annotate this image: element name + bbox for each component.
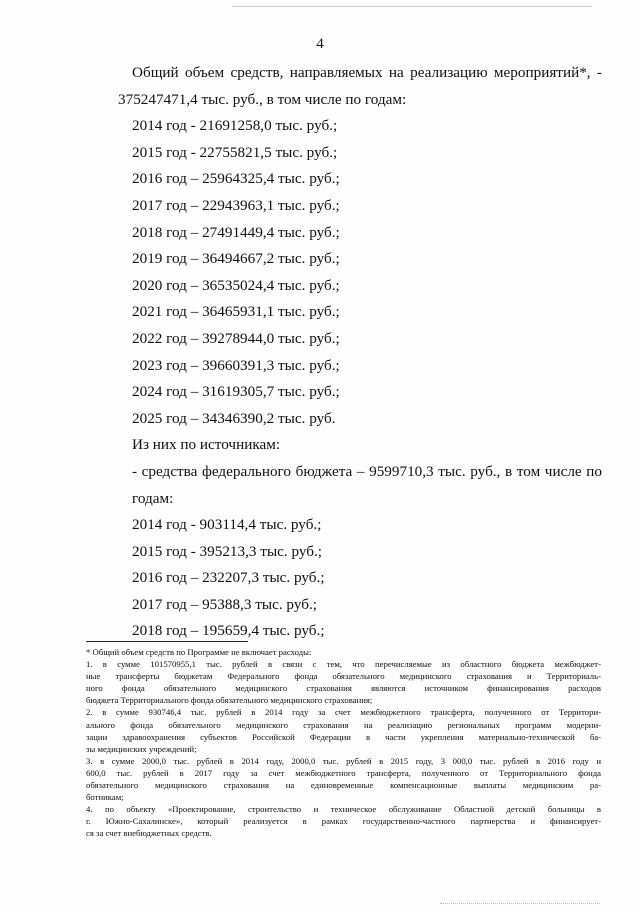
federal-line-2: годам: xyxy=(132,489,174,507)
year-total-item: 2022 год – 39278944,0 тыс. руб.; xyxy=(132,329,340,347)
footnote-line: бюджета Территориального фонда обязательного медицинского страхования; xyxy=(86,695,373,706)
footnote-line: 1. в сумме 101570955,1 тыс. рублей в связи с тем, что перечисляемые из областного бюджета межбюджет- xyxy=(86,659,601,670)
year-federal-item: 2015 год - 395213,3 тыс. руб.; xyxy=(132,542,323,560)
year-federal-item: 2014 год - 903114,4 тыс. руб.; xyxy=(132,516,322,534)
footnote-line: ные трансферты бюджетам Федерального фонда обязательного медицинского страхования и Территориаль- xyxy=(86,671,601,682)
year-total-item: 2017 год – 22943963,1 тыс. руб.; xyxy=(132,196,340,214)
year-total-item: 2016 год – 25964325,4 тыс. руб.; xyxy=(132,170,340,188)
footnote-intro: * Общий объем средств по Программе не включает расходы: xyxy=(86,647,312,657)
footnotes xyxy=(86,646,601,840)
footnote-line: г. Южно-Сахалинске», который реализуется в рамках государственно-частного партнерства и финансирует- xyxy=(86,816,601,827)
year-total-item: 2021 год – 36465931,1 тыс. руб.; xyxy=(132,303,340,321)
footnote-separator xyxy=(86,641,248,642)
footnote-item-4 xyxy=(86,803,601,839)
year-total-item: 2024 год – 31619305,7 тыс. руб.; xyxy=(132,383,340,401)
federal-line-1: - средства федерального бюджета – 9599710,3 тыс. руб., в том числе по xyxy=(132,462,602,480)
footnote-line: 2. в сумме 930746,4 тыс. рублей в 2014 году за счет межбюджетного трансферта, полученного от Территори- xyxy=(86,707,601,718)
federal-by-year-list xyxy=(132,512,602,645)
year-total-item: 2025 год – 34346390,2 тыс. руб. xyxy=(132,409,336,427)
sources-heading: Из них по источникам: xyxy=(132,436,281,454)
footnote-line: ботникам; xyxy=(86,792,124,803)
year-federal-item: 2016 год – 232207,3 тыс. руб.; xyxy=(132,569,325,587)
year-total-item: 2014 год - 21691258,0 тыс. руб.; xyxy=(132,117,338,135)
footnote-line: 3. в сумме 2000,0 тыс. рублей в 2014 году, 2000,0 тыс. рублей в 2015 году, 3 000,0 тыс. рублей в 2016 году и xyxy=(86,755,601,766)
footnote-item-2 xyxy=(86,706,601,754)
footnote-line: зации здравоохранения субъектов Российской Федерации в части укрепления материально-технической ба- xyxy=(86,731,601,742)
page-number: 4 xyxy=(316,36,324,52)
year-total-item: 2023 год – 39660391,3 тыс. руб.; xyxy=(132,356,340,374)
year-total-item: 2015 год - 22755821,5 тыс. руб.; xyxy=(132,143,338,161)
footnote-line: ся за счет внебюджетных средств. xyxy=(86,828,212,839)
year-federal-item: 2017 год – 95388,3 тыс. руб.; xyxy=(132,595,317,613)
scan-top-line xyxy=(232,6,592,7)
total-by-year-list xyxy=(132,113,602,432)
footnote-item-3 xyxy=(86,755,601,803)
year-total-item: 2018 год – 27491449,4 тыс. руб.; xyxy=(132,223,340,241)
footnote-line: ного фонда обязательного медицинского страхования являются источником финансирования расходов xyxy=(86,683,601,694)
scan-bottom-marks xyxy=(440,903,600,906)
footnote-line: 4. по объекту «Проектирование, строительство и техническое обслуживание Областной детской больницы в xyxy=(86,804,601,815)
year-total-item: 2020 год – 36535024,4 тыс. руб.; xyxy=(132,276,340,294)
footnote-line: зы медицинских учреждений; xyxy=(86,743,197,754)
footnote-line: 600,0 тыс. рублей в 2017 году за счет межбюджетного трансферта, полученного от Территориального фонда xyxy=(86,767,601,778)
footnote-line: обязательного медицинского страхования на единовременные компенсационные выплаты медицинским ра- xyxy=(86,780,601,791)
year-total-item: 2019 год – 36494667,2 тыс. руб.; xyxy=(132,250,340,268)
main-text xyxy=(118,60,602,645)
year-federal-item: 2018 год – 195659,4 тыс. руб.; xyxy=(132,622,325,640)
intro-line-1: Общий объем средств, направляемых на реализацию мероприятий*, - xyxy=(132,64,602,81)
footnote-item-1 xyxy=(86,658,601,706)
intro-line-2: 375247471,4 тыс. руб., в том числе по годам: xyxy=(118,90,407,108)
footnote-line: ального фонда обязательного медицинского страхования на реализацию региональных программ модерни- xyxy=(86,719,601,730)
